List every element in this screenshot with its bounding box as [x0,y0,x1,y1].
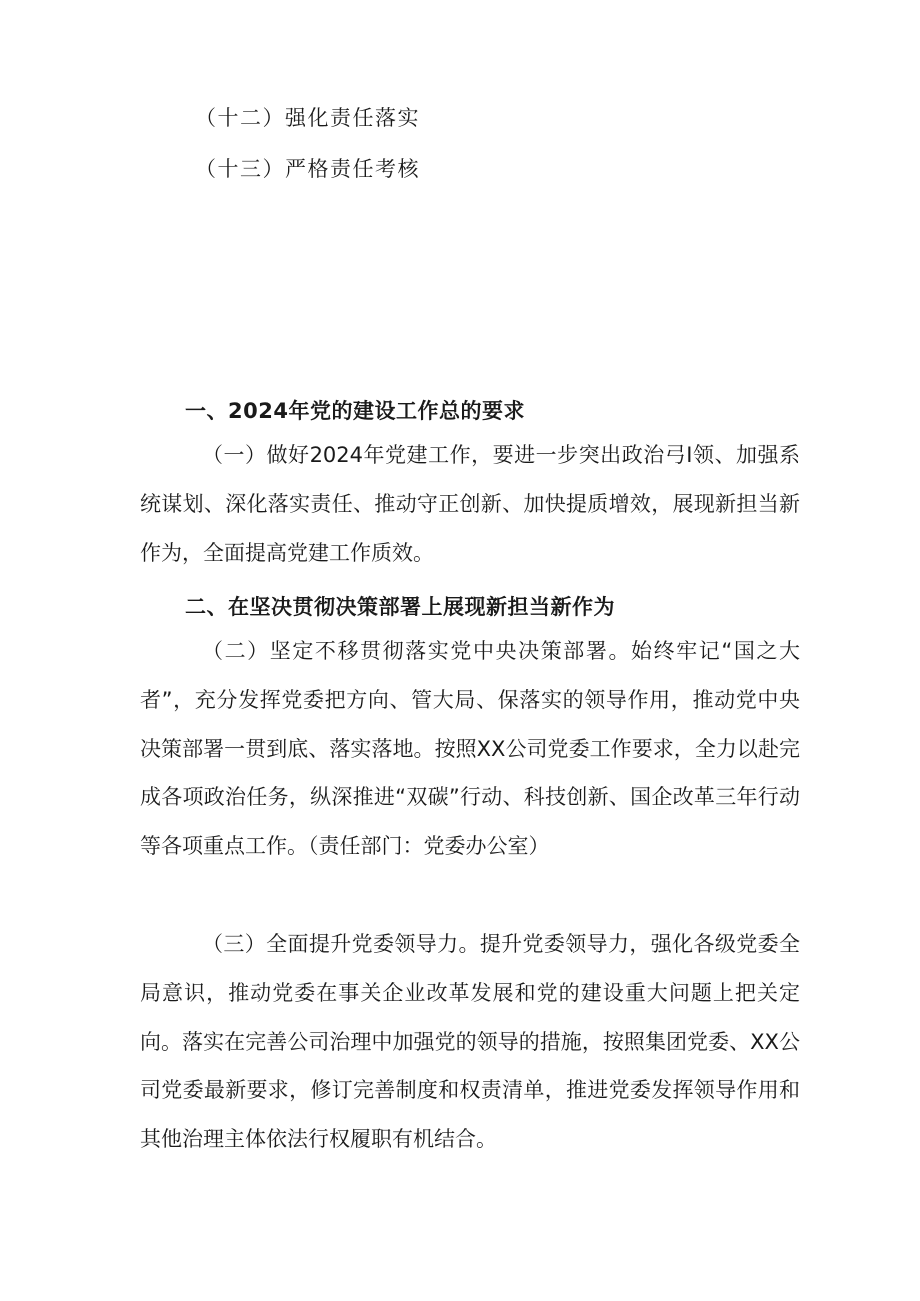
paragraph-2: （二）坚定不移贯彻落实党中央决策部署。始终牢记“国之大者”，充分发挥党委把方向、管大局、保落实的领导作用，推动党中央决策部署一贯到底、落实落地。按照XX公司党委工作要求，全力以赴完成各项政治任务，纵深推进“双碳”行动、科技创新、国企改革三年行动等各项重点工作。（责任部门：党委办公室） [140,639,800,859]
paragraph-3: （三）全面提升党委领导力。提升党委领导力，强化各级党委全局意识，推动党委在事关企业改革发展和党的建设重大问题上把关定向。落实在完善公司治理中加强党的领导的措施，按照集团党委、XX公司党委最新要求，修订完善制度和权责清单，推进党委发挥领导作用和其他治理主体依法行权履职有机结合。 [140,932,800,1152]
toc-item-12: （十二）强化责任落实 [195,106,420,130]
paragraph-1: （一）做好2024年党建工作，要进一步突出政治弓I领、加强系统谋划、深化落实责任、推动守正创新、加快提质增效，展现新担当新作为，全面提高党建工作质效。 [140,443,800,565]
section-1-heading: 一、2024年党的建设工作总的要求 [185,399,525,423]
toc-item-13: （十三）严格责任考核 [195,157,420,181]
section-2-heading: 二、在坚决贯彻决策部署上展现新担当新作为 [185,595,615,619]
